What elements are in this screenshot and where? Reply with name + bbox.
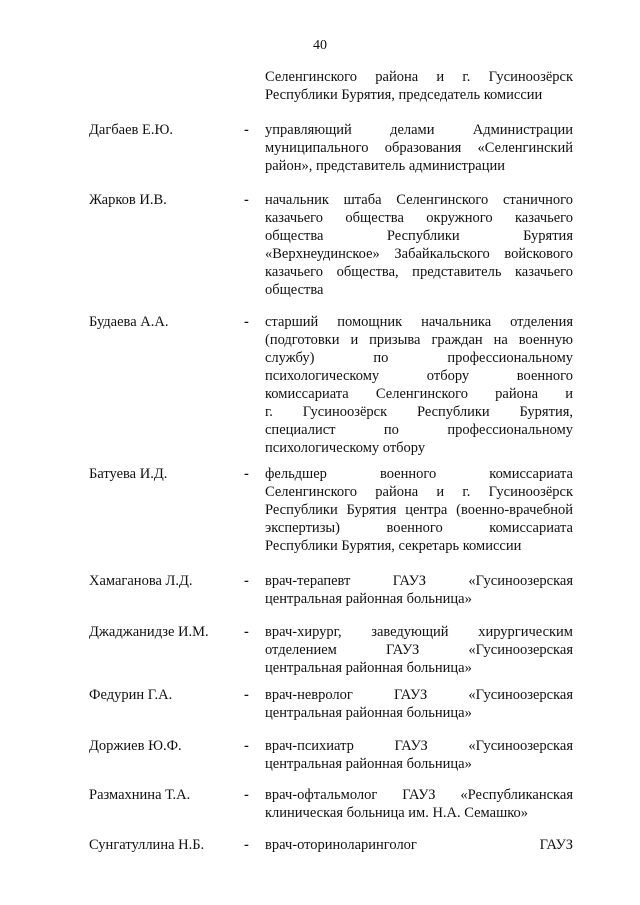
description-line: старший помощник начальника отделения bbox=[265, 314, 573, 330]
member-name: Размахнина Т.А. bbox=[89, 787, 191, 803]
description-line: Республики Бурятия, председатель комиссии bbox=[265, 87, 543, 103]
member-description bbox=[265, 737, 573, 773]
description-line: врач-офтальмолог ГАУЗ «Республиканская bbox=[265, 787, 573, 803]
description-line: комиссариата Селенгинского района и bbox=[265, 386, 573, 402]
description-line: казачьего общества окружного казачьего bbox=[265, 210, 573, 226]
page-number: 40 bbox=[313, 38, 327, 53]
member-name: Хамаганова Л.Д. bbox=[89, 573, 193, 589]
description-line: центральная районная больница» bbox=[265, 756, 472, 772]
member-description bbox=[265, 121, 573, 175]
description-line: клиническая больница им. Н.А. Семашко» bbox=[265, 805, 529, 821]
description-line: фельдшер военного комиссариата bbox=[265, 466, 573, 482]
description-line: центральная районная больница» bbox=[265, 705, 472, 721]
description-line: врач-психиатр ГАУЗ «Гусиноозерская bbox=[265, 738, 573, 754]
description-line: начальник штаба Селенгинского станичного bbox=[265, 192, 573, 208]
dash-separator: - bbox=[244, 787, 249, 803]
description-line: врач-оториноларинголог ГАУЗ bbox=[265, 837, 573, 853]
description-line: казачьего общества, представитель казачьего bbox=[265, 264, 573, 280]
description-line: врач-невролог ГАУЗ «Гусиноозерская bbox=[265, 687, 573, 703]
dash-separator: - bbox=[244, 837, 249, 853]
member-description bbox=[265, 686, 573, 722]
description-line: общества bbox=[265, 282, 324, 298]
dash-separator: - bbox=[244, 624, 249, 640]
description-line: «Верхнеудинское» Забайкальского войскового bbox=[265, 246, 573, 262]
description-line: психологическому отбору bbox=[265, 440, 426, 456]
member-name: Жарков И.В. bbox=[89, 192, 167, 208]
description-line: Селенгинского района и г. Гусиноозёрск bbox=[265, 69, 573, 85]
description-line: центральная районная больница» bbox=[265, 660, 472, 676]
member-description bbox=[265, 465, 573, 555]
member-name: Джаджанидзе И.М. bbox=[89, 624, 209, 640]
member-description bbox=[265, 572, 573, 608]
description-line: управляющий делами Администрации bbox=[265, 122, 573, 138]
description-line: специалист по профессиональному bbox=[265, 422, 573, 438]
description-line: Республики Бурятия центра (военно-врачебной bbox=[265, 502, 573, 518]
member-description bbox=[265, 313, 573, 457]
description-line: общества Республики Бурятия bbox=[265, 228, 573, 244]
description-line: экспертизы) военного комиссариата bbox=[265, 520, 573, 536]
dash-separator: - bbox=[244, 466, 249, 482]
description-line: врач-терапевт ГАУЗ «Гусиноозерская bbox=[265, 573, 573, 589]
member-name: Федурин Г.А. bbox=[89, 687, 173, 703]
member-description bbox=[265, 786, 573, 822]
dash-separator: - bbox=[244, 314, 249, 330]
dash-separator: - bbox=[244, 192, 249, 208]
member-name: Сунгатуллина Н.Б. bbox=[89, 837, 205, 853]
description-line: службу) по профессиональному bbox=[265, 350, 573, 366]
description-line: Республики Бурятия, секретарь комиссии bbox=[265, 538, 522, 554]
description-line: психологическому отбору военного bbox=[265, 368, 573, 384]
description-line: отделением ГАУЗ «Гусиноозерская bbox=[265, 642, 573, 658]
dash-separator: - bbox=[244, 122, 249, 138]
member-description bbox=[265, 623, 573, 677]
member-description bbox=[265, 191, 573, 299]
member-name: Батуева И.Д. bbox=[89, 466, 168, 482]
description-line: (подготовки и призыва граждан на военную bbox=[265, 332, 573, 348]
description-line: Селенгинского района и г. Гусиноозёрск bbox=[265, 484, 573, 500]
description-line: врач-хирург, заведующий хирургическим bbox=[265, 624, 573, 640]
member-name: Доржиев Ю.Ф. bbox=[89, 738, 182, 754]
continuation-description bbox=[265, 68, 573, 104]
description-line: район», представитель администрации bbox=[265, 158, 506, 174]
description-line: центральная районная больница» bbox=[265, 591, 472, 607]
dash-separator: - bbox=[244, 687, 249, 703]
dash-separator: - bbox=[244, 573, 249, 589]
dash-separator: - bbox=[244, 738, 249, 754]
description-line: муниципального образования «Селенгинский bbox=[265, 140, 573, 156]
member-name: Дагбаев Е.Ю. bbox=[89, 122, 174, 138]
member-description bbox=[265, 836, 573, 854]
description-line: г. Гусиноозёрск Республики Бурятия, bbox=[265, 404, 573, 420]
member-name: Будаева А.А. bbox=[89, 314, 169, 330]
